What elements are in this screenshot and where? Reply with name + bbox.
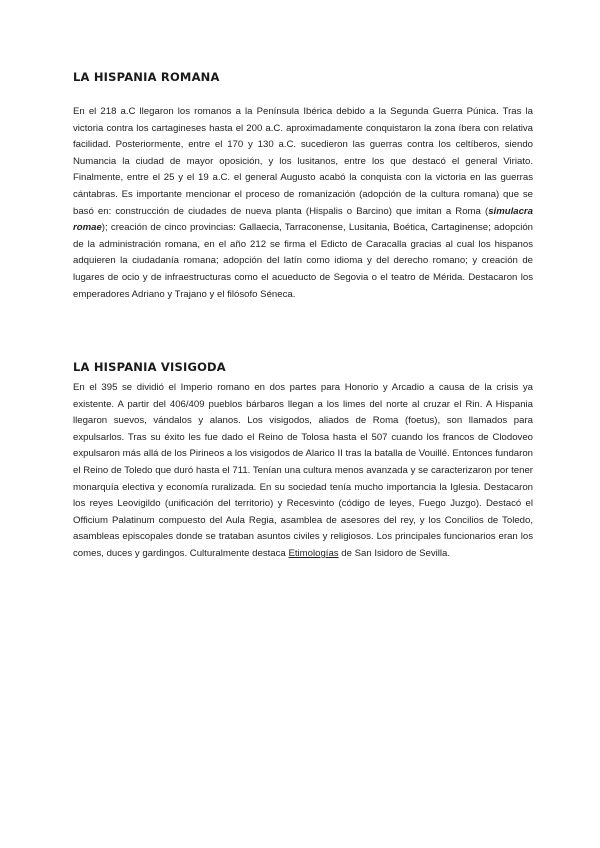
latin-term: simulacra romae — [73, 205, 533, 234]
section-hispania-romana — [73, 70, 533, 303]
etimologias-link[interactable]: Etimologías — [288, 547, 339, 559]
section-hispania-visigoda — [73, 360, 533, 563]
paragraph-text: En el 218 a.C llegaron los romanos a la Península Ibérica debido a la Segunda Guerra Púnica. Tras la victoria contra los cartagineses hasta el 200 a.C. aproximadamente conquistaron la zona íbera con relativa facilidad. Posteriormente, entre el 170 y 130 a.C. sucedieron las guerras contra los celtíberos, siendo Numancia la ciudad de mayor oposición, y los lusitanos, entre los que destacó el general Viriato. Finalmente, entre el 25 y el 19 a.C. el general Augusto acabó la conquista con la victoria en las guerras cántabras. Es importante mencionar el proceso de romanización (adopción de la cultura romana) que se basó en: construcción de ciudades de nueva planta (Hispalis o Barcino) que imitan a Roma ( — [73, 106, 533, 217]
paragraph-text: En el 395 se dividió el Imperio romano en dos partes para Honorio y Arcadio a causa de la crisis ya existente. A partir del 406/409 pueblos bárbaros llegan a los limes del norte al cruzar el Rin. A Hispania llegaron suevos, vándalos y alanos. Los visigodos, aliados de Roma (foetus), son llamados para expulsarlos. Tras su éxito les fue dado el Reino de Tolosa hasta el 507 cuando los francos de Clodoveo expulsaron más allá de los Pirineos a los visigodos de Alarico II tras la batalla de Vouillé. Entonces fundaron el Reino de Toledo que duró hasta el 711. Tenían una cultura menos avanzada y se caracterizaron por tener monarquía electiva y economía ruralizada. En su sociedad tenía mucho importancia la Iglesia. Destacaron los reyes Leovigildo (unificación del territorio) y Recesvinto (código de leyes, Fuego Juzgo). Destacó el Officium Palatinum compuesto del Aula Regia, asamblea de asesores del rey, y los Concilios de Toledo, asambleas episcopales donde se trataban asuntos civiles y religiosos. Los principales funcionarios eran los comes, duces y gardingos. Culturalmente destaca — [73, 382, 533, 559]
section-paragraph — [73, 380, 533, 563]
section-heading: LA HISPANIA ROMANA — [73, 70, 220, 84]
paragraph-text: ); creación de cinco provincias: Gallaecia, Tarraconense, Lusitania, Boética, Cartaginense; adopción de la administración romana, en el año 212 se firma el Edicto de Caracalla gracias al cual los hispanos adquieren la ciudadanía romana; adopción del latín como idioma y del derecho romano; y creación de lugares de ocio y de infraestructuras como el acueducto de Segovia o el teatro de Mérida. Destacaron los emperadores Adriano y Trajano y el filósofo Séneca. — [73, 222, 533, 300]
paragraph-text: de San Isidoro de Sevilla. — [338, 547, 451, 559]
section-paragraph — [73, 104, 533, 303]
section-heading: LA HISPANIA VISIGODA — [73, 360, 226, 374]
